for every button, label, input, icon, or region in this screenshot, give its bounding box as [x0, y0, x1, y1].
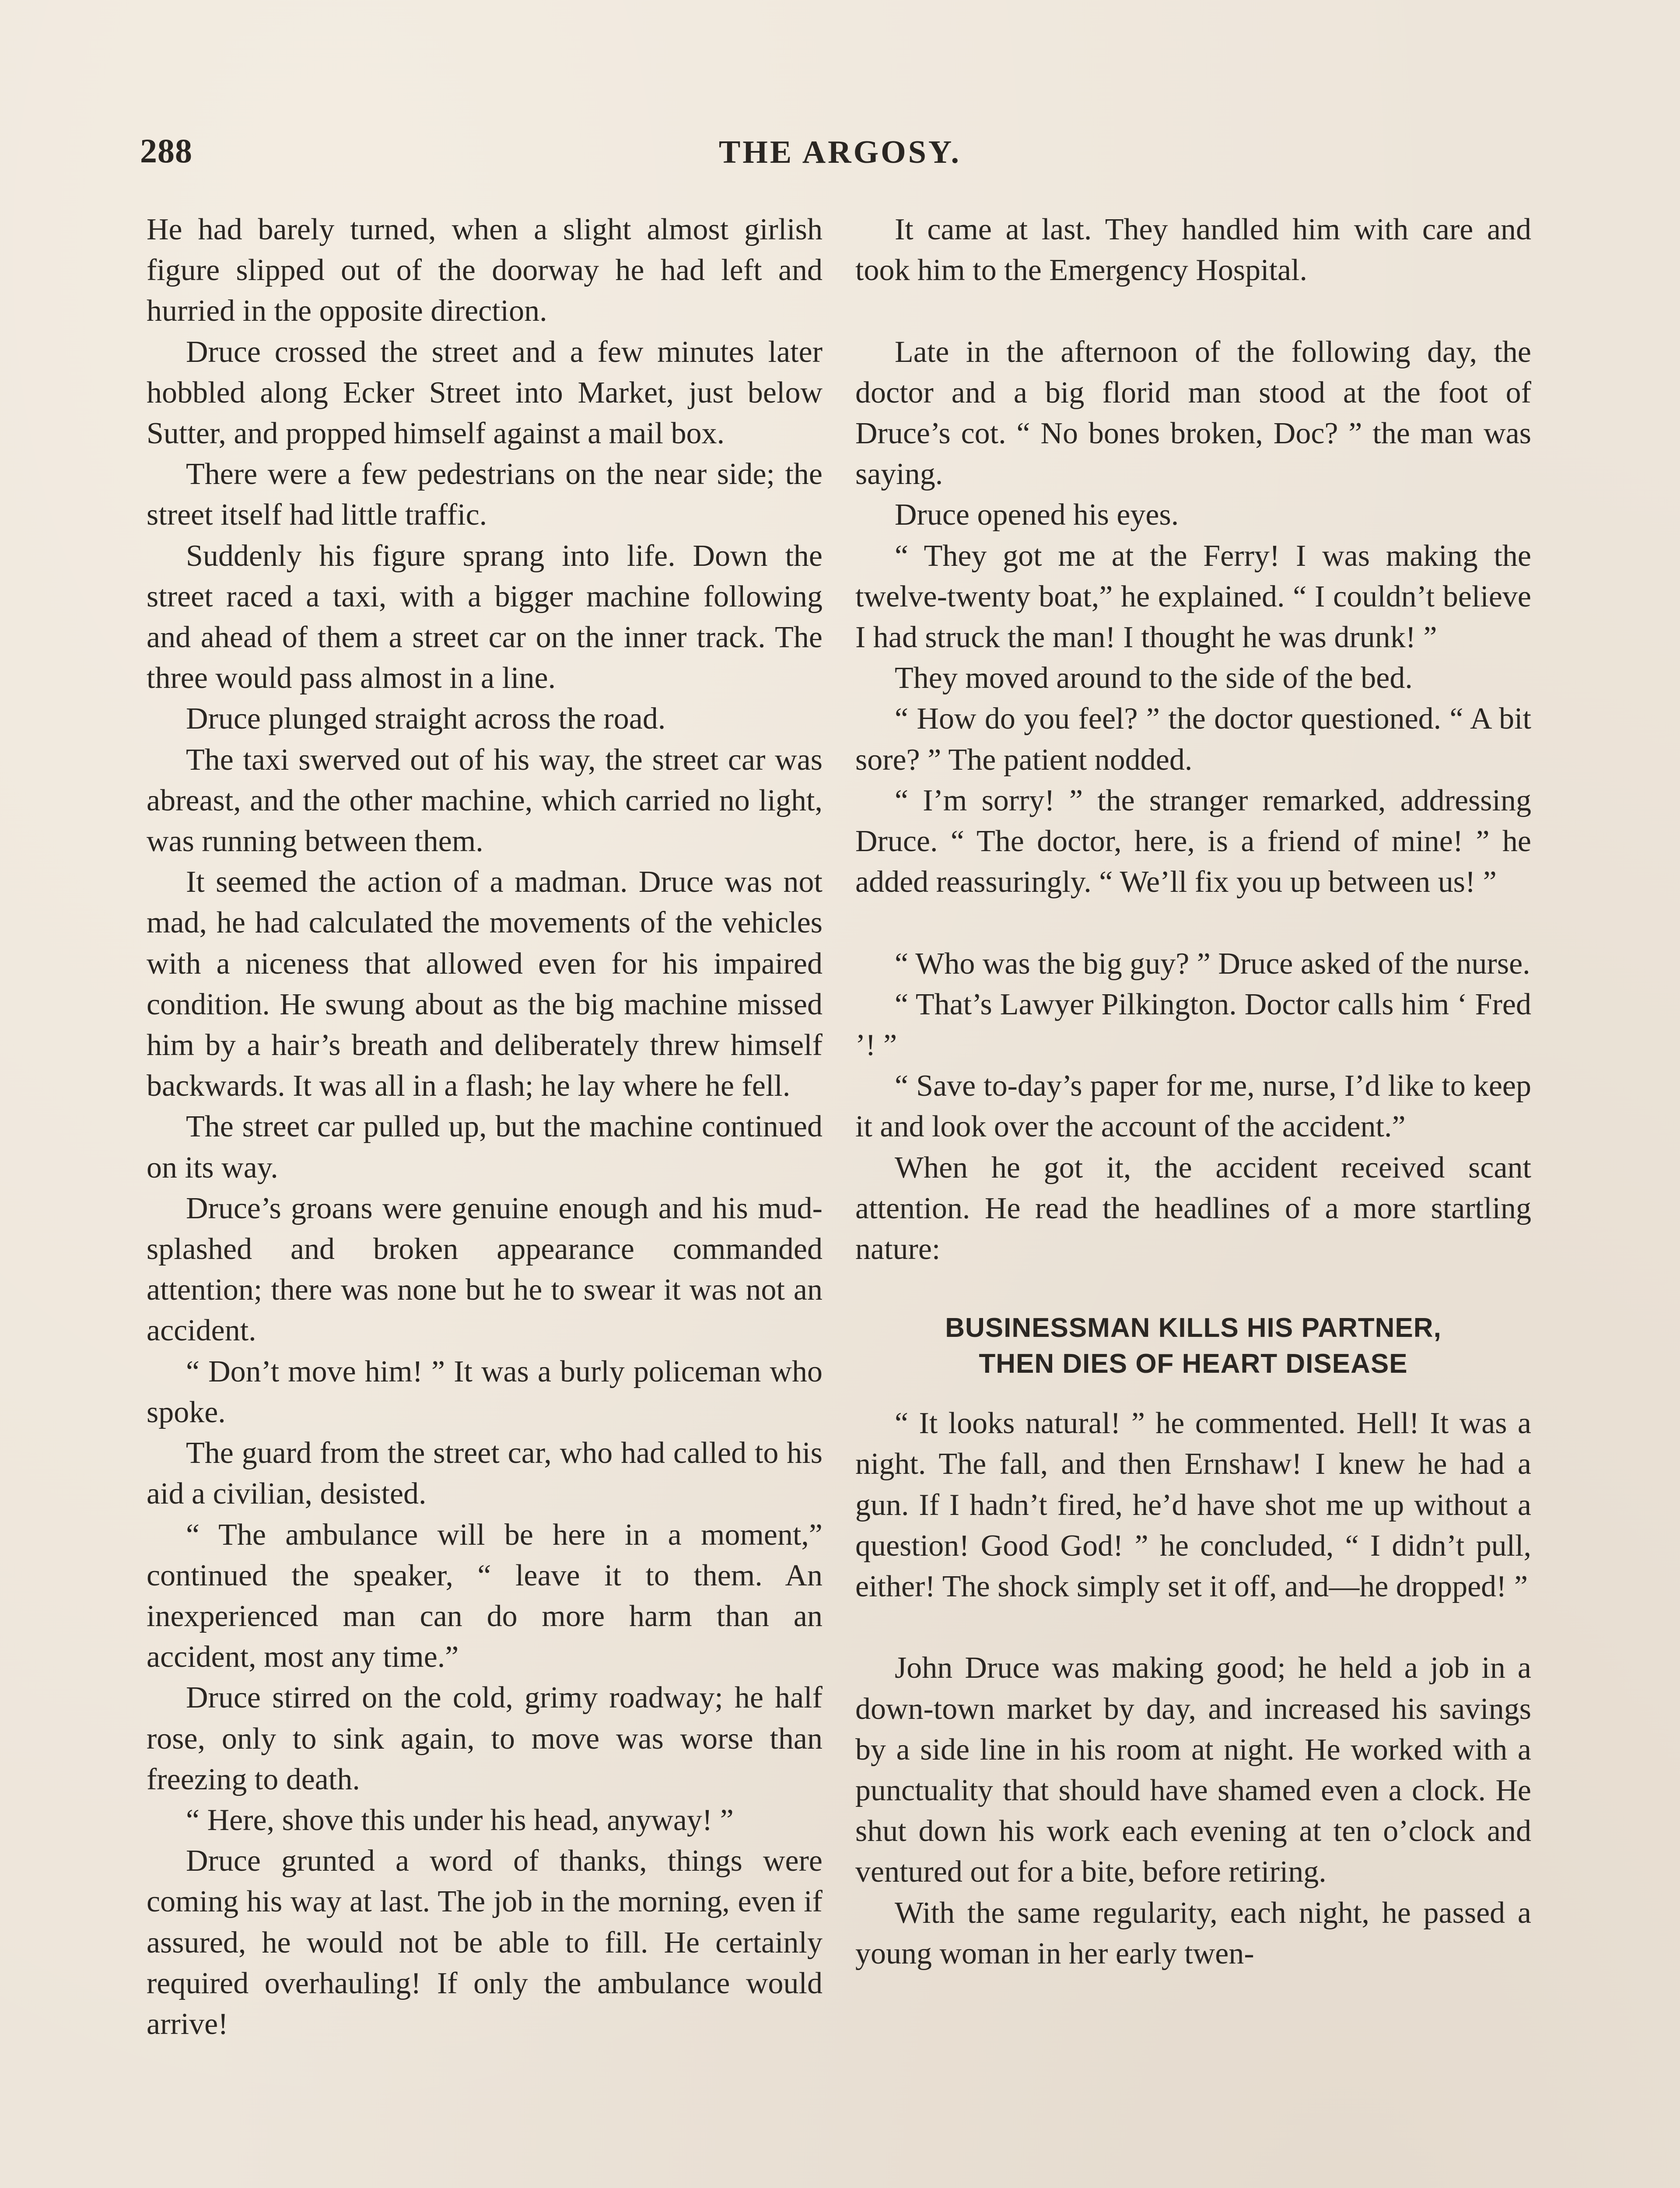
paragraph: “ Save to-day’s paper for me, nurse, I’d like to keep it and look over the account of the accident.” — [855, 1069, 1531, 1144]
paragraph: Druce plunged straight across the road. — [186, 702, 666, 736]
paragraph: The guard from the street car, who had called to his aid a civilian, desisted. — [147, 1436, 822, 1511]
paragraph: Druce stirred on the cold, grimy roadway; he half rose, only to sink again, to move was worse than freezing to death. — [147, 1681, 822, 1796]
right-column — [855, 209, 1531, 1974]
paragraph: There were a few pedestrians on the near side; the street itself had little traffic. — [147, 457, 822, 532]
page-header — [140, 131, 1540, 184]
paragraph: “ It looks natural! ” he commented. Hell! It was a night. The fall, and then Ernshaw! I knew he had a gun. If I hadn’t fired, he’d have shot me up without a question! Good God! ” he concluded, “ I didn’t pull, either! The shock simply set it off, and—he dropped! ” — [855, 1406, 1531, 1604]
running-title: THE ARGOSY. — [719, 134, 961, 170]
paragraph: It came at last. They handled him with care and took him to the Emergency Hospital. — [855, 213, 1531, 288]
page-number: 288 — [140, 132, 192, 170]
paragraph: With the same regularity, each night, he passed a young woman in her early twen- — [855, 1896, 1531, 1971]
paragraph: “ That’s Lawyer Pilkington. Doctor calls him ‘ Fred ’! ” — [855, 987, 1531, 1062]
paragraph: When he got it, the accident received scant attention. He read the headlines of a more startling nature: — [855, 1150, 1531, 1266]
paragraph: “ I’m sorry! ” the stranger remarked, addressing Druce. “ The doctor, here, is a friend of mine! ” he added reassuringly. “ We’ll fix you up between us! ” — [855, 783, 1531, 899]
paragraph: Druce crossed the street and a few minutes later hobbled along Ecker Street into Market, just below Sutter, and propped himself against a mail box. — [147, 335, 822, 451]
paragraph: Druce’s groans were genuine enough and his mud-splashed and broken appearance commanded attention; there was none but he to swear it was not an accident. — [147, 1191, 822, 1348]
left-column — [147, 209, 822, 2044]
paragraph: He had barely turned, when a slight almost girlish figure slipped out of the doorway he had left and hurried in the opposite direction. — [147, 213, 822, 328]
paragraph: The street car pulled up, but the machine continued on its way. — [147, 1110, 822, 1185]
paragraph: “ The ambulance will be here in a moment,” continued the speaker, “ leave it to them. An inexperienced man can do more harm than an accident, most any time.” — [147, 1518, 822, 1674]
paragraph: “ They got me at the Ferry! I was making the twelve-twenty boat,” he explained. “ I couldn’t believe I had struck the man! I thought he was drunk! ” — [855, 539, 1531, 655]
news-headline — [855, 1310, 1531, 1382]
headline-line: THEN DIES OF HEART DISEASE — [979, 1349, 1408, 1379]
paragraph: The taxi swerved out of his way, the street car was abreast, and the other machine, which carried no light, was running between them. — [147, 743, 822, 859]
paragraph: “ Here, shove this under his head, anyway! ” — [186, 1803, 734, 1837]
paragraph: Druce opened his eyes. — [895, 498, 1179, 532]
paragraph: “ How do you feel? ” the doctor questioned. “ A bit sore? ” The patient nodded. — [855, 702, 1531, 777]
paragraph: John Druce was making good; he held a job in a down-town market by day, and increased his savings by a side line in his room at night. He worked with a punctuality that should have shamed even a clock. He shut down his work each evening at ten o’clock and ventured out for a bite, before retiring. — [855, 1651, 1531, 1889]
paragraph: Suddenly his figure sprang into life. Down the street raced a taxi, with a bigger machine following and ahead of them a street car on the inner track. The three would pass almost in a line. — [147, 539, 822, 695]
paragraph: It seemed the action of a madman. Druce was not mad, he had calculated the movements of the vehicles with a niceness that allowed even for his impaired condition. He swung about as the big machine missed him by a hair’s breath and deliberately threw himself backwards. It was all in a flash; he lay where he fell. — [147, 865, 822, 1103]
paragraph: Late in the afternoon of the following day, the doctor and a big florid man stood at the foot of Druce’s cot. “ No bones broken, Doc? ” the man was saying. — [855, 335, 1531, 491]
headline-line: BUSINESSMAN KILLS HIS PARTNER, — [945, 1313, 1442, 1343]
paragraph: “ Who was the big guy? ” Druce asked of the nurse. — [895, 947, 1530, 981]
paragraph: Druce grunted a word of thanks, things were coming his way at last. The job in the morning, even if assured, he would not be able to fill. He certainly required overhauling! If only the ambulance would arrive! — [147, 1844, 822, 2041]
paragraph: They moved around to the side of the bed. — [895, 661, 1413, 695]
paragraph: “ Don’t move him! ” It was a burly policeman who spoke. — [147, 1354, 822, 1429]
